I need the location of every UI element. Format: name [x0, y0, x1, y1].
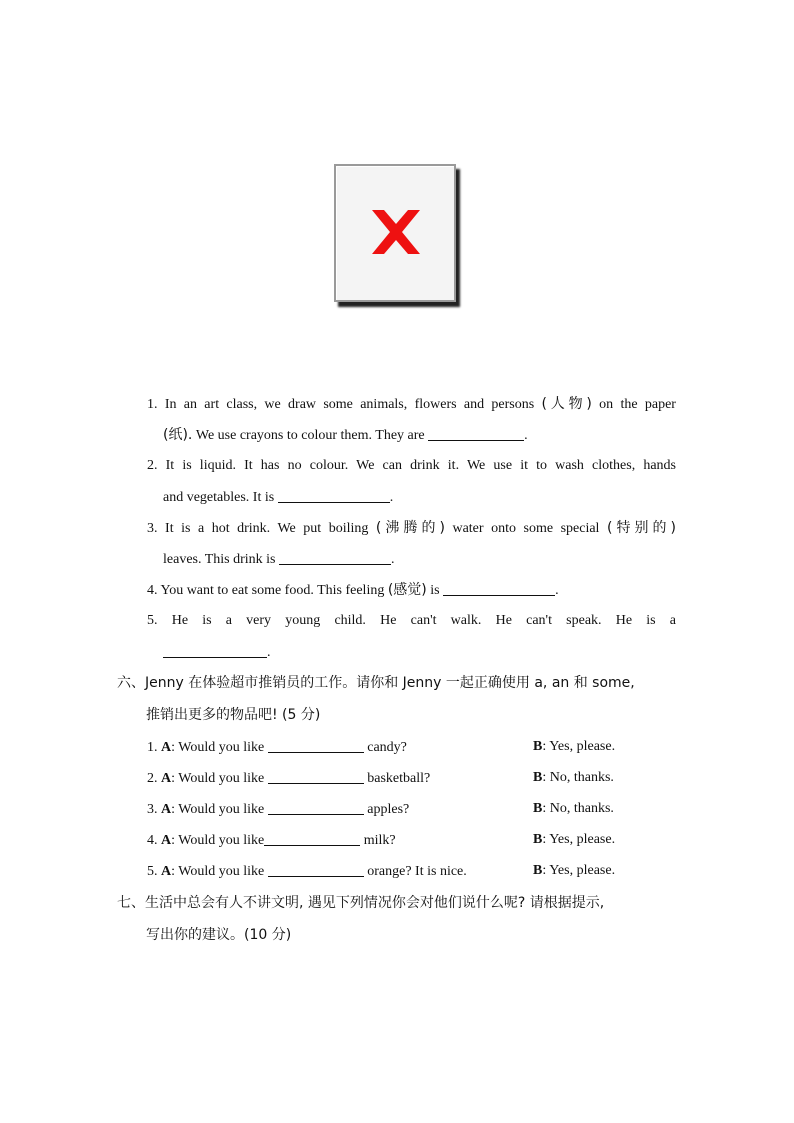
broken-image-icon	[366, 204, 426, 260]
section-6-heading: 六、Jenny 在体验超市推销员的工作。请你和 Jenny 一起正确使用 a, an 和 some,	[117, 675, 635, 691]
item-3-line-1: 3. It is a hot drink. We put boiling (沸腾的) water onto some special (特别的)	[147, 520, 677, 536]
item-2-line-2: and vegetables. It is .	[163, 487, 393, 508]
item-4-line-1: 4. You want to eat some food. This feeling (感觉) is .	[147, 582, 559, 598]
item-1-line-1: 1. In an art class, we draw some animals, flowers and persons (人物) on the paper	[147, 396, 676, 412]
item-1-line-2: (纸). We use crayons to colour them. They are .	[163, 427, 528, 443]
dialog-reply: B: Yes, please.	[533, 832, 616, 847]
broken-image-placeholder	[334, 164, 456, 302]
dialog-row: 5. A: Would you like orange? It is nice.	[147, 861, 467, 882]
answer-blank[interactable]	[268, 737, 364, 753]
answer-blank[interactable]	[268, 861, 364, 877]
answer-blank[interactable]	[264, 830, 360, 846]
answer-blank[interactable]	[279, 549, 391, 565]
answer-blank[interactable]	[278, 487, 390, 503]
dialog-reply: B: No, thanks.	[533, 770, 614, 785]
section-6-heading-line-2: 推销出更多的物品吧! (5 分)	[146, 707, 321, 723]
item-5-line-2: .	[163, 642, 271, 663]
item-5-line-1: 5. He is a very young child. He can't walk. He can't speak. He is a	[147, 613, 676, 628]
item-3-line-2: leaves. This drink is .	[163, 549, 395, 570]
answer-blank[interactable]	[428, 425, 524, 441]
section-7-heading: 七、生活中总会有人不讲文明, 遇见下列情况你会对他们说什么呢? 请根据提示,	[117, 895, 605, 911]
dialog-reply: B: Yes, please.	[533, 739, 616, 754]
answer-blank[interactable]	[163, 642, 267, 658]
dialog-reply: B: Yes, please.	[533, 863, 616, 878]
section-7-heading-line-2: 写出你的建议。(10 分)	[146, 927, 292, 943]
answer-blank[interactable]	[268, 799, 364, 815]
dialog-row: 3. A: Would you like apples?	[147, 799, 409, 820]
answer-blank[interactable]	[443, 580, 555, 596]
dialog-row: 1. A: Would you like candy?	[147, 737, 407, 758]
item-2-line-1: 2. It is liquid. It has no colour. We can drink it. We use it to wash clothes, hands	[147, 458, 676, 473]
answer-blank[interactable]	[268, 768, 364, 784]
dialog-row: 2. A: Would you like basketball?	[147, 768, 430, 789]
dialog-row: 4. A: Would you like milk?	[147, 830, 396, 851]
dialog-reply: B: No, thanks.	[533, 801, 614, 816]
